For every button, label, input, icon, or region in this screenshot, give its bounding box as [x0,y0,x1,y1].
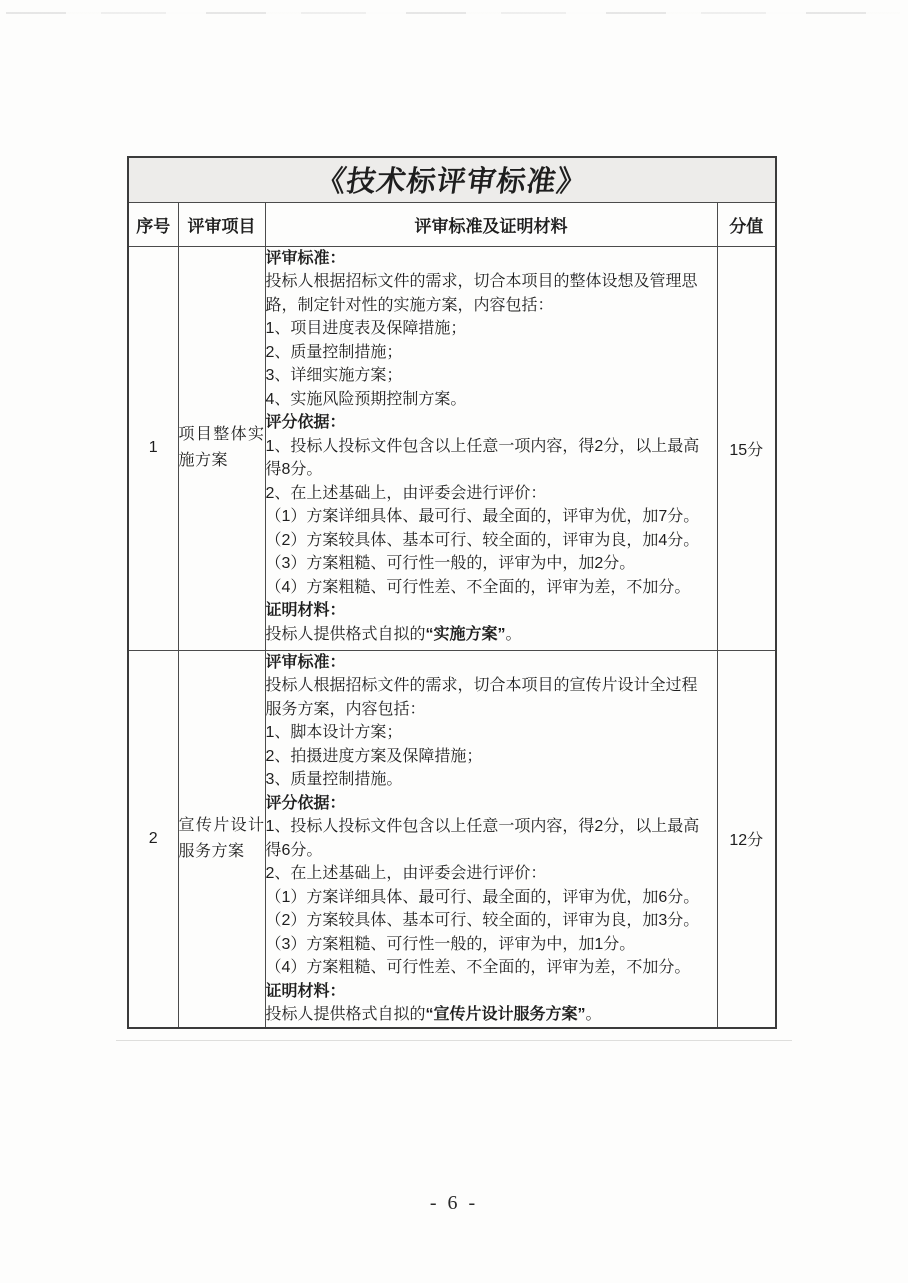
criteria-line: （4）方案粗糙、可行性差、不全面的，评审为差，不加分。 [265,578,691,596]
criteria-line: 证明材料： [265,602,346,619]
header-criteria: 评审标准及证明材料 [265,202,717,246]
criteria-line: （3）方案粗糙、可行性一般的，评审为中，加1分。 [265,935,636,953]
criteria-line: 投标人根据招标文件的需求，切合本项目的整体设想及管理思 [265,273,698,290]
criteria-line: （2）方案较具体、基本可行、较全面的，评审为良，加4分。 [265,531,700,549]
table-title-row [128,157,776,202]
criteria-line: 1、脚本设计方案； [265,724,403,741]
criteria-line: 2、质量控制措施； [265,343,403,361]
header-score: 分值 [717,202,776,246]
table-row [128,650,776,1028]
evaluation-criteria-table [127,156,777,1029]
criteria-line: 得6分。 [265,841,323,859]
criteria-line: （1）方案详细具体、最可行、最全面的，评审为优，加7分。 [265,508,700,525]
criteria-cell [265,650,717,1028]
criteria-line: 3、详细实施方案； [265,367,403,384]
criteria-line: 投标人提供格式自拟的“宣传片设计服务方案”。 [265,1006,602,1023]
criteria-line: 1、投标人投标文件包含以上任意一项内容，得2分，以上最高 [265,818,700,835]
criteria-line: 4、实施风险预期控制方案。 [265,390,467,408]
score-value: 12分 [717,650,776,1028]
page-number: - 6 - [429,1192,479,1214]
criteria-line: 投标人提供格式自拟的“实施方案”。 [265,625,522,643]
review-item-cell [178,246,265,650]
scan-artifact-bottom-line [116,1040,792,1041]
header-item: 评审项目 [178,202,265,246]
criteria-line: （2）方案较具体、基本可行、较全面的，评审为良，加3分。 [265,912,700,929]
table-title: 《技术标评审标准》 [314,166,589,199]
criteria-line: （3）方案粗糙、可行性一般的，评审为中，加2分。 [265,555,636,572]
criteria-line: （4）方案粗糙、可行性差、不全面的，评审为差，不加分。 [265,959,691,976]
criteria-line: 2、在上述基础上，由评委会进行评价： [265,865,547,882]
criteria-line: 投标人根据招标文件的需求，切合本项目的宣传片设计全过程 [265,677,698,694]
criteria-line: 得8分。 [265,461,323,478]
criteria-line: 1、项目进度表及保障措施； [265,320,467,337]
criteria-line: 2、在上述基础上，由评委会进行评价： [265,484,547,502]
scan-artifact-top-line [6,12,900,14]
score-value: 15分 [717,246,776,650]
criteria-line: 评审标准： [265,249,346,267]
table-row [128,246,776,650]
row-number: 2 [128,650,178,1028]
criteria-line: 路，制定针对性的实施方案，内容包括： [265,296,554,314]
criteria-line: 2、拍摄进度方案及保障措施； [265,747,483,765]
criteria-line: 服务方案，内容包括： [265,700,426,718]
criteria-line: 3、质量控制措施。 [265,771,403,788]
criteria-line: 1、投标人投标文件包含以上任意一项内容，得2分，以上最高 [265,437,700,455]
header-no: 序号 [128,202,178,246]
criteria-line: 评审标准： [265,653,346,671]
row-number: 1 [128,246,178,650]
criteria-line: 证明材料： [265,982,346,1000]
review-item-name: 宣传片设计服务方案 [178,816,265,860]
criteria-cell [265,246,717,650]
criteria-line: 评分依据： [265,414,346,431]
review-item-name: 项目整体实施方案 [178,426,265,469]
review-item-cell [178,650,265,1028]
table-title-cell [128,157,776,202]
table-header-row [128,202,776,246]
criteria-line: （1）方案详细具体、最可行、最全面的，评审为优，加6分。 [265,888,700,906]
criteria-line: 评分依据： [265,794,346,812]
